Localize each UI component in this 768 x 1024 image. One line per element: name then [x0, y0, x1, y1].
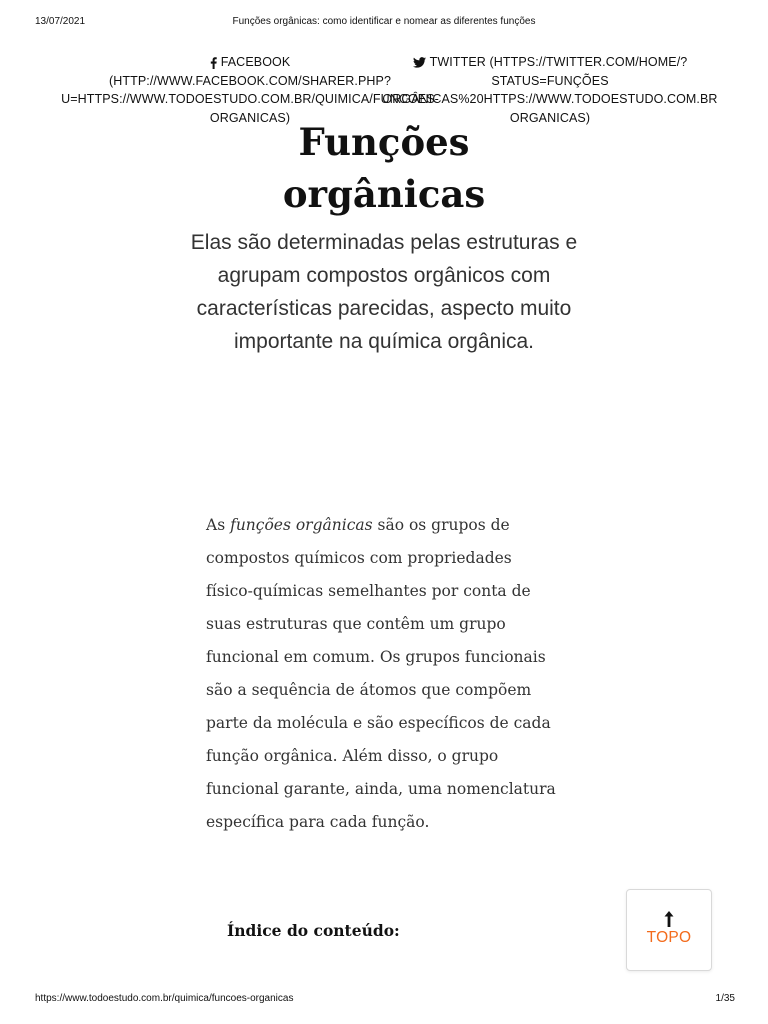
page-title — [184, 116, 584, 220]
twitter-share-url-line: STATUS=FUNÇÕES — [491, 73, 609, 88]
print-page-title: Funções orgânicas: como identificar e nomear as diferentes funções — [232, 16, 536, 27]
print-date: 13/07/2021 — [35, 16, 86, 27]
twitter-share-url-line: ORGANICAS) — [509, 110, 591, 125]
article-subtitle: Elas são determinadas pelas estruturas e agrupam compostos orgânicos com características parecidas, aspecto muito importante na química orgânica. — [190, 231, 578, 353]
page-title-line: Funções — [298, 120, 470, 164]
back-to-top-label: TOPO — [646, 929, 692, 946]
page-title-line: orgânicas — [282, 172, 486, 216]
print-page-number: 1/35 — [715, 993, 735, 1004]
twitter-share-label: TWITTER (HTTPS://TWITTER.COM/HOME/? — [429, 55, 688, 69]
print-url: https://www.todoestudo.com.br/quimica/funcoes-organicas — [35, 993, 294, 1004]
intro-term: funções orgânicas — [230, 516, 373, 534]
facebook-share-url-line: ORGANICAS) — [209, 110, 291, 125]
facebook-share-url-line: (HTTP://WWW.FACEBOOK.COM/SHARER.PHP? — [108, 73, 392, 88]
facebook-share-label: FACEBOOK — [220, 55, 291, 69]
arrow-up-icon — [663, 910, 675, 928]
toc-heading: Índice do conteúdo: — [227, 921, 400, 940]
intro-prefix: As — [206, 516, 231, 534]
twitter-share-url-line: ORGÂNICAS%20HTTPS://WWW.TODOESTUDO.COM.BR — [382, 92, 718, 106]
intro-text: são os grupos de compostos químicos com propriedades físico-químicas semelhantes por conta de suas estruturas que contêm um grupo funcional em comum. Os grupos funcionais são a sequência de átomos que compõem parte da molécula e são específicos de cada função orgânica. Além disso, o grupo funcional garante, ainda, uma nomenclatura específica para cada função. — [206, 516, 556, 831]
facebook-share-url-line: U=HTTPS://WWW.TODOESTUDO.COM.BR/QUIMICA/FUNCOES- — [61, 92, 439, 106]
back-to-top-button[interactable] — [626, 889, 712, 971]
intro-paragraph — [206, 509, 562, 839]
twitter-icon — [413, 57, 426, 68]
facebook-icon — [210, 57, 217, 69]
